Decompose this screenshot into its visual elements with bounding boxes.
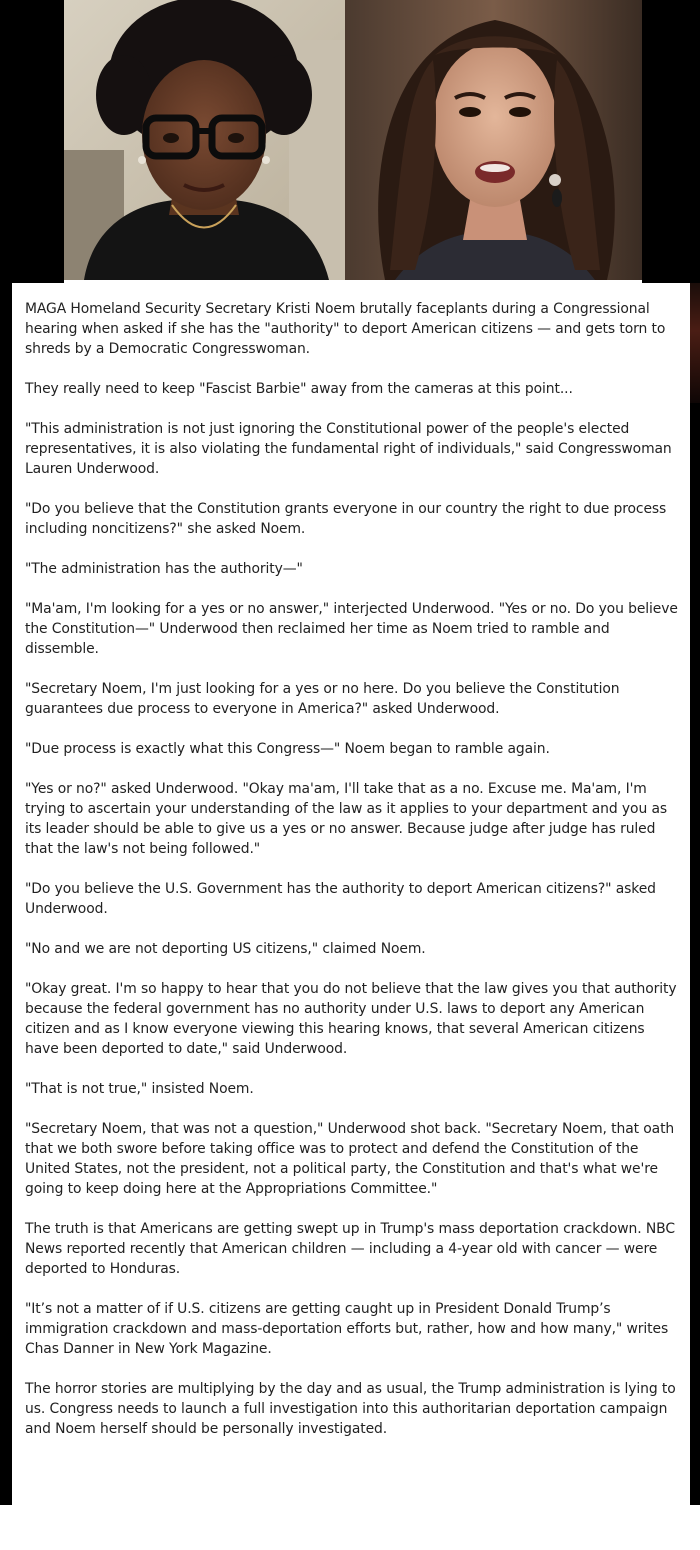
article-paragraph: The horror stories are multiplying by the day and as usual, the Trump administration is lying to us. Congress needs to launch a full investigation into this authoritarian deportation campaign and Noem herself should be personally investigated. [25, 1381, 676, 1437]
article-paragraph: "No and we are not deporting US citizens," claimed Noem. [25, 941, 426, 957]
article-paragraph: "The administration has the authority—" [25, 561, 303, 577]
article-paragraph: "This administration is not just ignoring the Constitutional power of the people's elected representatives, it is also violating the fundamental right of individuals," said Congresswoman Lauren Underwood. [25, 421, 672, 477]
photo-strip-border-right [642, 0, 700, 283]
congresswoman-photo [64, 0, 345, 280]
background-image-edge [690, 283, 700, 403]
photo-strip [0, 0, 700, 283]
article-paragraph: MAGA Homeland Security Secretary Kristi Noem brutally faceplants during a Congressional hearing when asked if she has the "authority" to deport American citizens — and gets torn to shreds by a Democratic Congresswoman. [25, 301, 666, 357]
article-paragraph: They really need to keep "Fascist Barbie" away from the cameras at this point... [25, 381, 573, 397]
article-paragraph: "Secretary Noem, that was not a question," Underwood shot back. "Secretary Noem, that oath that we both swore before taking office was to protect and defend the Constitution of the United States, not the president, not a political party, the Constitution and that's what we're going to keep doing here at the Appropriations Committee." [25, 1121, 675, 1197]
photo-strip-border-left [0, 0, 64, 283]
article-text-panel [12, 283, 690, 1505]
secretary-photo [345, 0, 642, 280]
article-paragraph: "Do you believe that the Constitution grants everyone in our country the right to due process including noncitizens?" she asked Noem. [25, 501, 667, 537]
article-paragraph: "Do you believe the U.S. Government has the authority to deport American citizens?" asked Underwood. [25, 881, 656, 917]
article-paragraph: "Yes or no?" asked Underwood. "Okay ma'am, I'll take that as a no. Excuse me. Ma'am, I'm trying to ascertain your understanding of the law as it applies to your department and you as its leader should be able to give us a yes or no answer. Because judge after judge has ruled that the law's not being followed." [25, 781, 668, 857]
article-paragraph: "Secretary Noem, I'm just looking for a yes or no here. Do you believe the Constitution guarantees due process to everyone in America?" asked Underwood. [25, 681, 620, 717]
article-paragraph: "Due process is exactly what this Congress—" Noem began to ramble again. [25, 741, 550, 757]
congresswoman-portrait-image [64, 0, 345, 280]
article-paragraph: The truth is that Americans are getting swept up in Trump's mass deportation crackdown. NBC News reported recently that American children — including a 4-year old with cancer — were deported to Honduras. [25, 1221, 675, 1277]
page-bottom-margin [0, 1505, 700, 1550]
article-paragraph: "Okay great. I'm so happy to hear that you do not believe that the law gives you that authority because the federal government has no authority under U.S. laws to deport any American citizen and as I know everyone viewing this hearing knows, that several American citizens have been deported to date," said Underwood. [25, 981, 677, 1057]
secretary-portrait-image [345, 0, 642, 280]
article-paragraph: "Ma'am, I'm looking for a yes or no answer," interjected Underwood. "Yes or no. Do you believe the Constitution—" Underwood then reclaimed her time as Noem tried to ramble and dissemble. [25, 601, 678, 657]
article-paragraph: "It’s not a matter of if U.S. citizens are getting caught up in President Donald Trump’s immigration crackdown and mass-deportation efforts but, rather, how and how many," writes Chas Danner in New York Magazine. [25, 1301, 669, 1357]
article-paragraph: "That is not true," insisted Noem. [25, 1081, 254, 1097]
